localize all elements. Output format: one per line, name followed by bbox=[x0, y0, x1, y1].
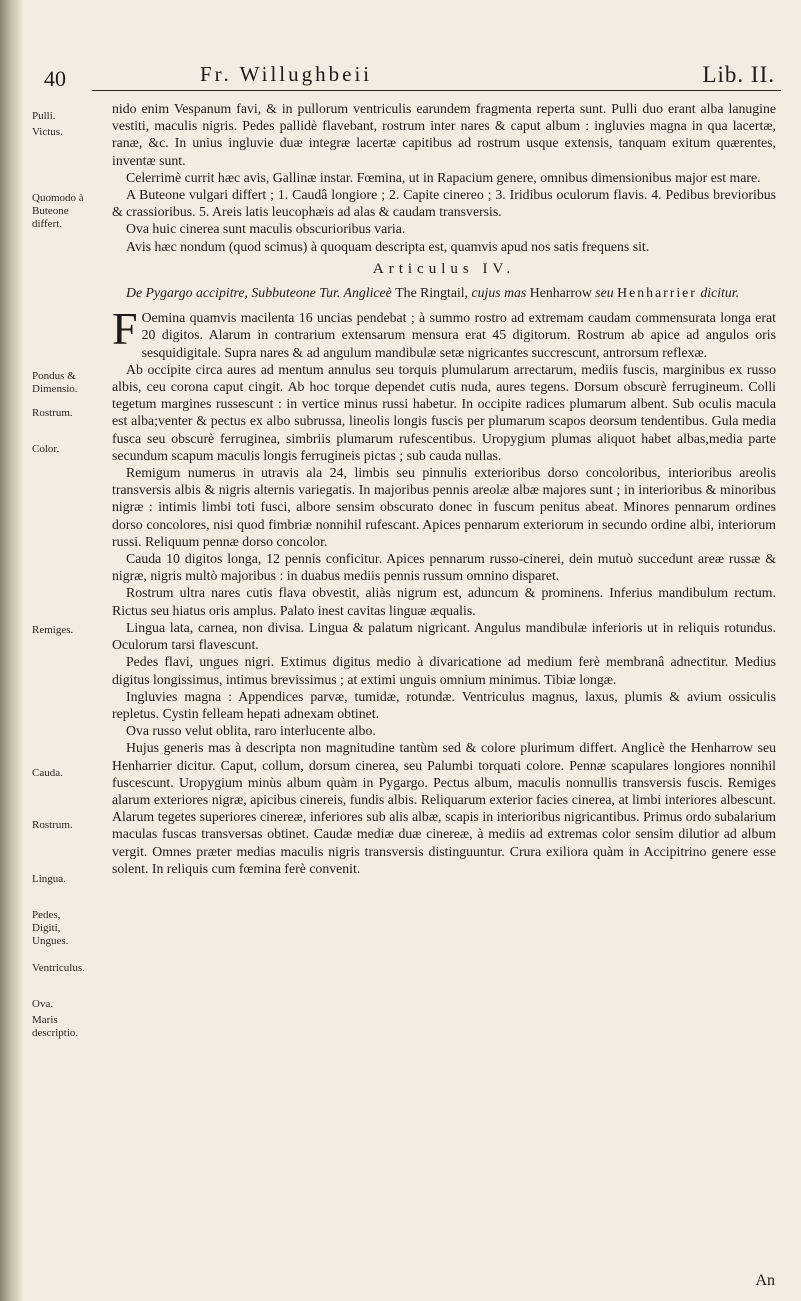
paragraph: Hujus generis mas à descripta non magnitudine tantùm sed & colore plurimum differt. Anglicè the Henharrow seu Henharrier dicitur. Caput, collum, dorsum cinerea, seu Palumbi torquati colore. Pennæ scapulares longiores nonnihil fuscescunt. Uropygium minùs album quàm in Pygargo. Pectus album, maculis nonnullis transversis fuscis. Remiges alarum exteriores nigræ, apicibus cinereis, fundis albis. Reliquarum exterior facies cinerea, at limbi interiores albescunt. Alarum tegetes superiores cinereæ, inferiores sub alis albæ, scapis in interioribus nigricantibus. Primus ordo subalarium maculas fuscas transversas obtinet. Caudæ mediæ duæ cinereæ, à mediis ad extremas color sensim dilutior ad album vergit. Omnes præter medias maculis nigris transversis distinguuntur. Crura exiliora quàm in Accipitrino genere esse solent. In reliquis cum fœmina ferè convenit. bbox=[112, 740, 776, 876]
article-subtitle: De Pygargo accipitre, Subbuteone Tur. Angliceè The Ringtail, cujus mas Henharrow seu Henharrier dicitur. bbox=[126, 285, 740, 301]
margin-note-pulli: Pulli. bbox=[32, 110, 56, 122]
paragraph: Rostrum ultra nares cutis flava obvestit, aliàs nigrum est, aduncum & prominens. Inferius mandibulum rectum. Rictus seu hiatus oris amplus. Palato inest cavitas linguæ æqualis. bbox=[112, 585, 776, 618]
paragraph: Ingluvies magna : Appendices parvæ, tumidæ, rotundæ. Ventriculus magnus, laxus, plumis & avium ossiculis repletus. Cystin felleam hepati adnexam obtinet. bbox=[112, 688, 776, 721]
header-rule bbox=[92, 90, 781, 91]
paragraph: Celerrimè currit hæc avis, Gallinæ instar. Fœmina, ut in Rapacium genere, omnibus dimensionibus major est mare. bbox=[126, 169, 761, 185]
paragraph: Ova russo velut oblita, raro interlucente albo. bbox=[126, 723, 376, 739]
margin-note-victus: Victus. bbox=[32, 126, 63, 138]
margin-note-lingua: Lingua. bbox=[32, 873, 66, 885]
margin-note-rostrum: Rostrum. bbox=[32, 407, 73, 419]
margin-note-maris: Maris descriptio. bbox=[32, 1014, 79, 1039]
margin-note-cauda: Cauda. bbox=[32, 767, 63, 779]
catchword: An bbox=[755, 1272, 775, 1289]
paragraph: Avis hæc nondum (quod scimus) à quoquam descripta est, quamvis apud nos satis frequens sit. bbox=[126, 238, 650, 254]
margin-note-pondus: Pondus & Dimensio. bbox=[32, 370, 78, 395]
margin-note-ventriculus: Ventriculus. bbox=[32, 962, 85, 974]
page-number: 40 bbox=[44, 66, 66, 91]
article-heading: Articulus IV. bbox=[372, 260, 516, 277]
paragraph: nido enim Vespanum favi, & in pullorum ventriculis earundem fragmenta reperta sunt. Pulli duo erant alba lanugine vestiti, maculis nigris. Pedes pallidè flavebant, rostrum inter nares & caput album : ingluvies magna in qua lacertæ, ranæ, &c. In unius ingluvie duæ integræ lacertæ capitibus ad rostrum usque extensis, tanquam exitum quærentes, inventæ sunt. bbox=[112, 101, 776, 168]
text-column bbox=[112, 100, 776, 877]
running-head: Fr. Willughbeii bbox=[200, 62, 373, 86]
paragraph: Lingua lata, carnea, non divisa. Lingua & palatum nigricant. Angulus mandibulæ inferioris ut in reliquis rotundus. Oculorum tarsi flavescunt. bbox=[112, 619, 776, 653]
paragraph: Remigum numerus in utravis ala 24, limbis seu pinnulis exterioribus dorso concoloribus, interioribus areolis transversis albis & nigris alternis variegatis. In majoribus pennis areolæ albæ majores sunt ; in interioribus & minoribus nigræ : intimis limbi toti fusci, albore sensim obscurato donec in fuscum penitus abeat. Minores pennarum ordines dorso concolores, nisi quod fimbriæ nonnihil rufescant. Apices pennarum exteriorum in secundo ordine albi, interiorum russi. Reliquum pennæ dorso concolor. bbox=[112, 465, 776, 549]
paragraph: Ab occipite circa aures ad mentum annulus seu torquis plumularum arrectarum, mediis fuscis, marginibus ex russo albis, ceu corona caput cingit. Ab hoc torque dependet cutis nuda, aures tegens. Dorsum obscurè ferrugineum. Colli tegetum margines russescunt : in vertice minus russi habetur. In occipite radices plumarum albent. Sub oculis macula est alba;venter & pectus ex albo subrussa, lineolis longis fuscis per plumarum scapos deorsum tendentibus. Gula media fusca seu obscurè ferruginea, simbriis plumarum rufescentibus. Uropygium plumas aliquot habet albas,media parte secundum scapum maculis longis ferrugineis pictas ; sub cauda nullas. bbox=[112, 361, 776, 463]
paragraph: A Buteone vulgari differt ; 1. Caudâ longiore ; 2. Capite cinereo ; 3. Iridibus oculorum flavis. 4. Pedibus brevioribus & crassioribus. 5. Areis latis leucophæis ad alas & caudam transversis. bbox=[112, 187, 776, 220]
margin-note-color: Color. bbox=[32, 443, 60, 455]
paragraph: Ova huic cinerea sunt maculis obscurioribus varia. bbox=[126, 221, 406, 237]
margin-note-pedes: Pedes, Digiti, Ungues. bbox=[32, 909, 69, 947]
paragraph: Cauda 10 digitos longa, 12 pennis conficitur. Apices pennarum russo-cinerei, dein mutuò succedunt areæ russæ & nigræ, nigris multò majoribus : in duabus mediis pennis russum omnino disparet. bbox=[112, 551, 776, 584]
page-header bbox=[40, 62, 781, 92]
paragraph: Pedes flavi, ungues nigri. Extimus digitus medio à divaricatione ad medium ferè membranâ adnectitur. Medius digitus longissimus, intimus brevissimus ; at extimi unguis omnium minimus. Tibiæ longæ. bbox=[112, 654, 776, 687]
paragraph-with-dropcap: F Oemina quamvis macilenta 16 uncias pendebat ; à summo rostro ad extremam caudam commensurata longa erat 20 digitos. Alarum in contrarium extensarum mensura erat 45 digitorum. Rostrum ab apice ad angulos oris sesquidigitale. Supra nares & ad angulum mandibulæ setæ nigricantes succrescunt, antrorsum reflexæ. bbox=[112, 303, 776, 360]
margin-note-buteone: Quomodo à Buteone differt. bbox=[32, 192, 84, 230]
book-number: Lib. II. bbox=[702, 62, 775, 87]
book-page bbox=[22, 0, 801, 1301]
margin-note-remiges: Remiges. bbox=[32, 624, 74, 636]
book-spine-shadow bbox=[0, 0, 22, 1301]
margin-note-ova: Ova. bbox=[32, 998, 54, 1010]
drop-cap: F bbox=[112, 303, 138, 355]
margin-note-rostrum-2: Rostrum. bbox=[32, 819, 73, 831]
